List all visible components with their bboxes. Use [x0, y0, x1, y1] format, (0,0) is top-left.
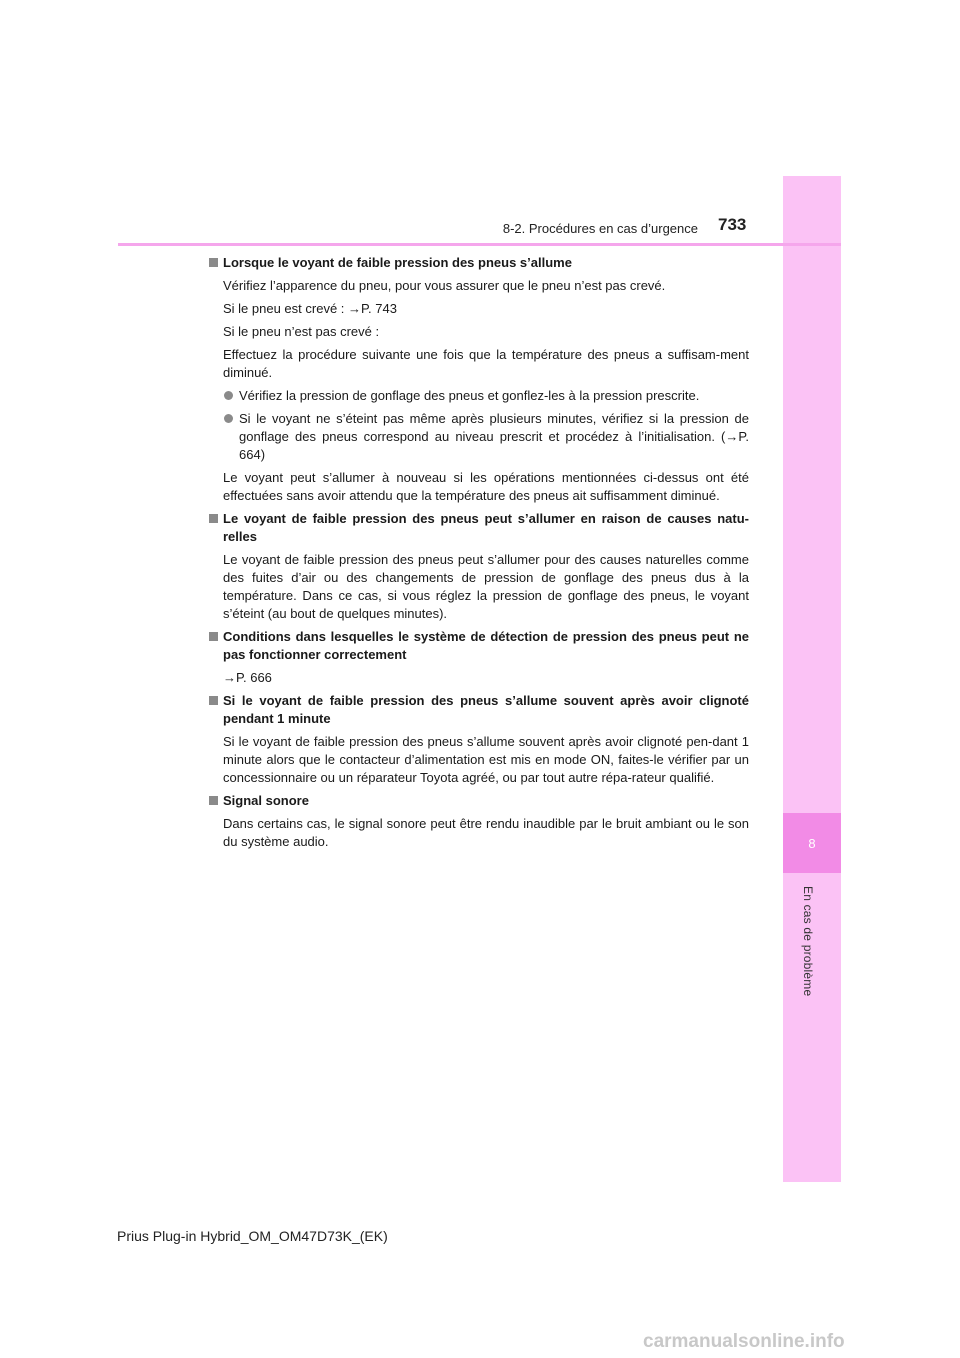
paragraph: Effectuez la procédure suivante une fois que la température des pneus a suffisam-ment diminué.: [223, 347, 749, 380]
section-title: 8-2. Procédures en cas d’urgence: [502, 221, 698, 236]
paragraph: Vérifiez l’apparence du pneu, pour vous assurer que le pneu n’est pas crevé.: [223, 278, 666, 293]
list-item: Si le voyant ne s’éteint pas même après plusieurs minutes, vérifiez si la pression de gonflage des pneus correspond au niveau prescrit et procédez à l’initialisation. (→P. 664): [209, 410, 749, 464]
page-content: [209, 254, 749, 856]
paragraph: →P. 666: [223, 670, 272, 685]
square-bullet-icon: [209, 796, 218, 805]
chapter-label: En cas de problème: [801, 886, 815, 997]
circle-bullet-icon: [224, 414, 233, 423]
chapter-side-tab: [783, 176, 841, 1182]
section-heading: Conditions dans lesquelles le système de détection de pression des pneus peut ne pas fonctionner correctement: [209, 628, 749, 664]
list-item: Vérifiez la pression de gonflage des pneus et gonflez-les à la pression prescrite.: [209, 387, 749, 405]
section-heading: Le voyant de faible pression des pneus peut s’allumer en raison de causes natu-relles: [209, 510, 749, 546]
paragraph: Si le voyant de faible pression des pneus s’allume souvent après avoir clignoté pen-dant 1 minute alors que le contacteur d’alimentation est mis en mode ON, faites-le vérifier par un concessionnaire ou un réparateur Toyota agréé, ou par tout autre répa-rateur qualifié.: [223, 734, 749, 785]
header-divider: [118, 243, 841, 246]
page-number: 733: [718, 215, 747, 234]
circle-bullet-icon: [224, 391, 233, 400]
square-bullet-icon: [209, 258, 218, 267]
watermark: carmanualsonline.info: [643, 1331, 845, 1352]
paragraph: Si le pneu n’est pas crevé :: [223, 324, 380, 339]
section-heading: Signal sonore: [209, 792, 749, 810]
paragraph: Dans certains cas, le signal sonore peut être rendu inaudible par le bruit ambiant ou le son du système audio.: [223, 816, 749, 849]
chapter-number: 8: [783, 813, 841, 873]
section-heading: Si le voyant de faible pression des pneus s’allume souvent après avoir clignoté pendant 1 minute: [209, 692, 749, 728]
paragraph: Si le pneu est crevé : →P. 743: [223, 301, 397, 316]
square-bullet-icon: [209, 514, 218, 523]
footer-document-id: Prius Plug-in Hybrid_OM_OM47D73K_(EK): [117, 1228, 388, 1244]
section-heading: Lorsque le voyant de faible pression des pneus s’allume: [209, 254, 749, 272]
square-bullet-icon: [209, 632, 218, 641]
square-bullet-icon: [209, 696, 218, 705]
paragraph: Le voyant de faible pression des pneus peut s’allumer pour des causes naturelles comme des fuites d’air ou des changements de pression de gonflage des pneus dus à la température. Dans ce cas, si vous réglez la pression de gonflage des pneus, le voyant s’éteint (au bout de quelques minutes).: [223, 552, 749, 621]
paragraph: Le voyant peut s’allumer à nouveau si les opérations mentionnées ci-dessus ont été effectuées sans avoir attendu que la température des pneus ait suffisamment diminué.: [223, 470, 749, 503]
